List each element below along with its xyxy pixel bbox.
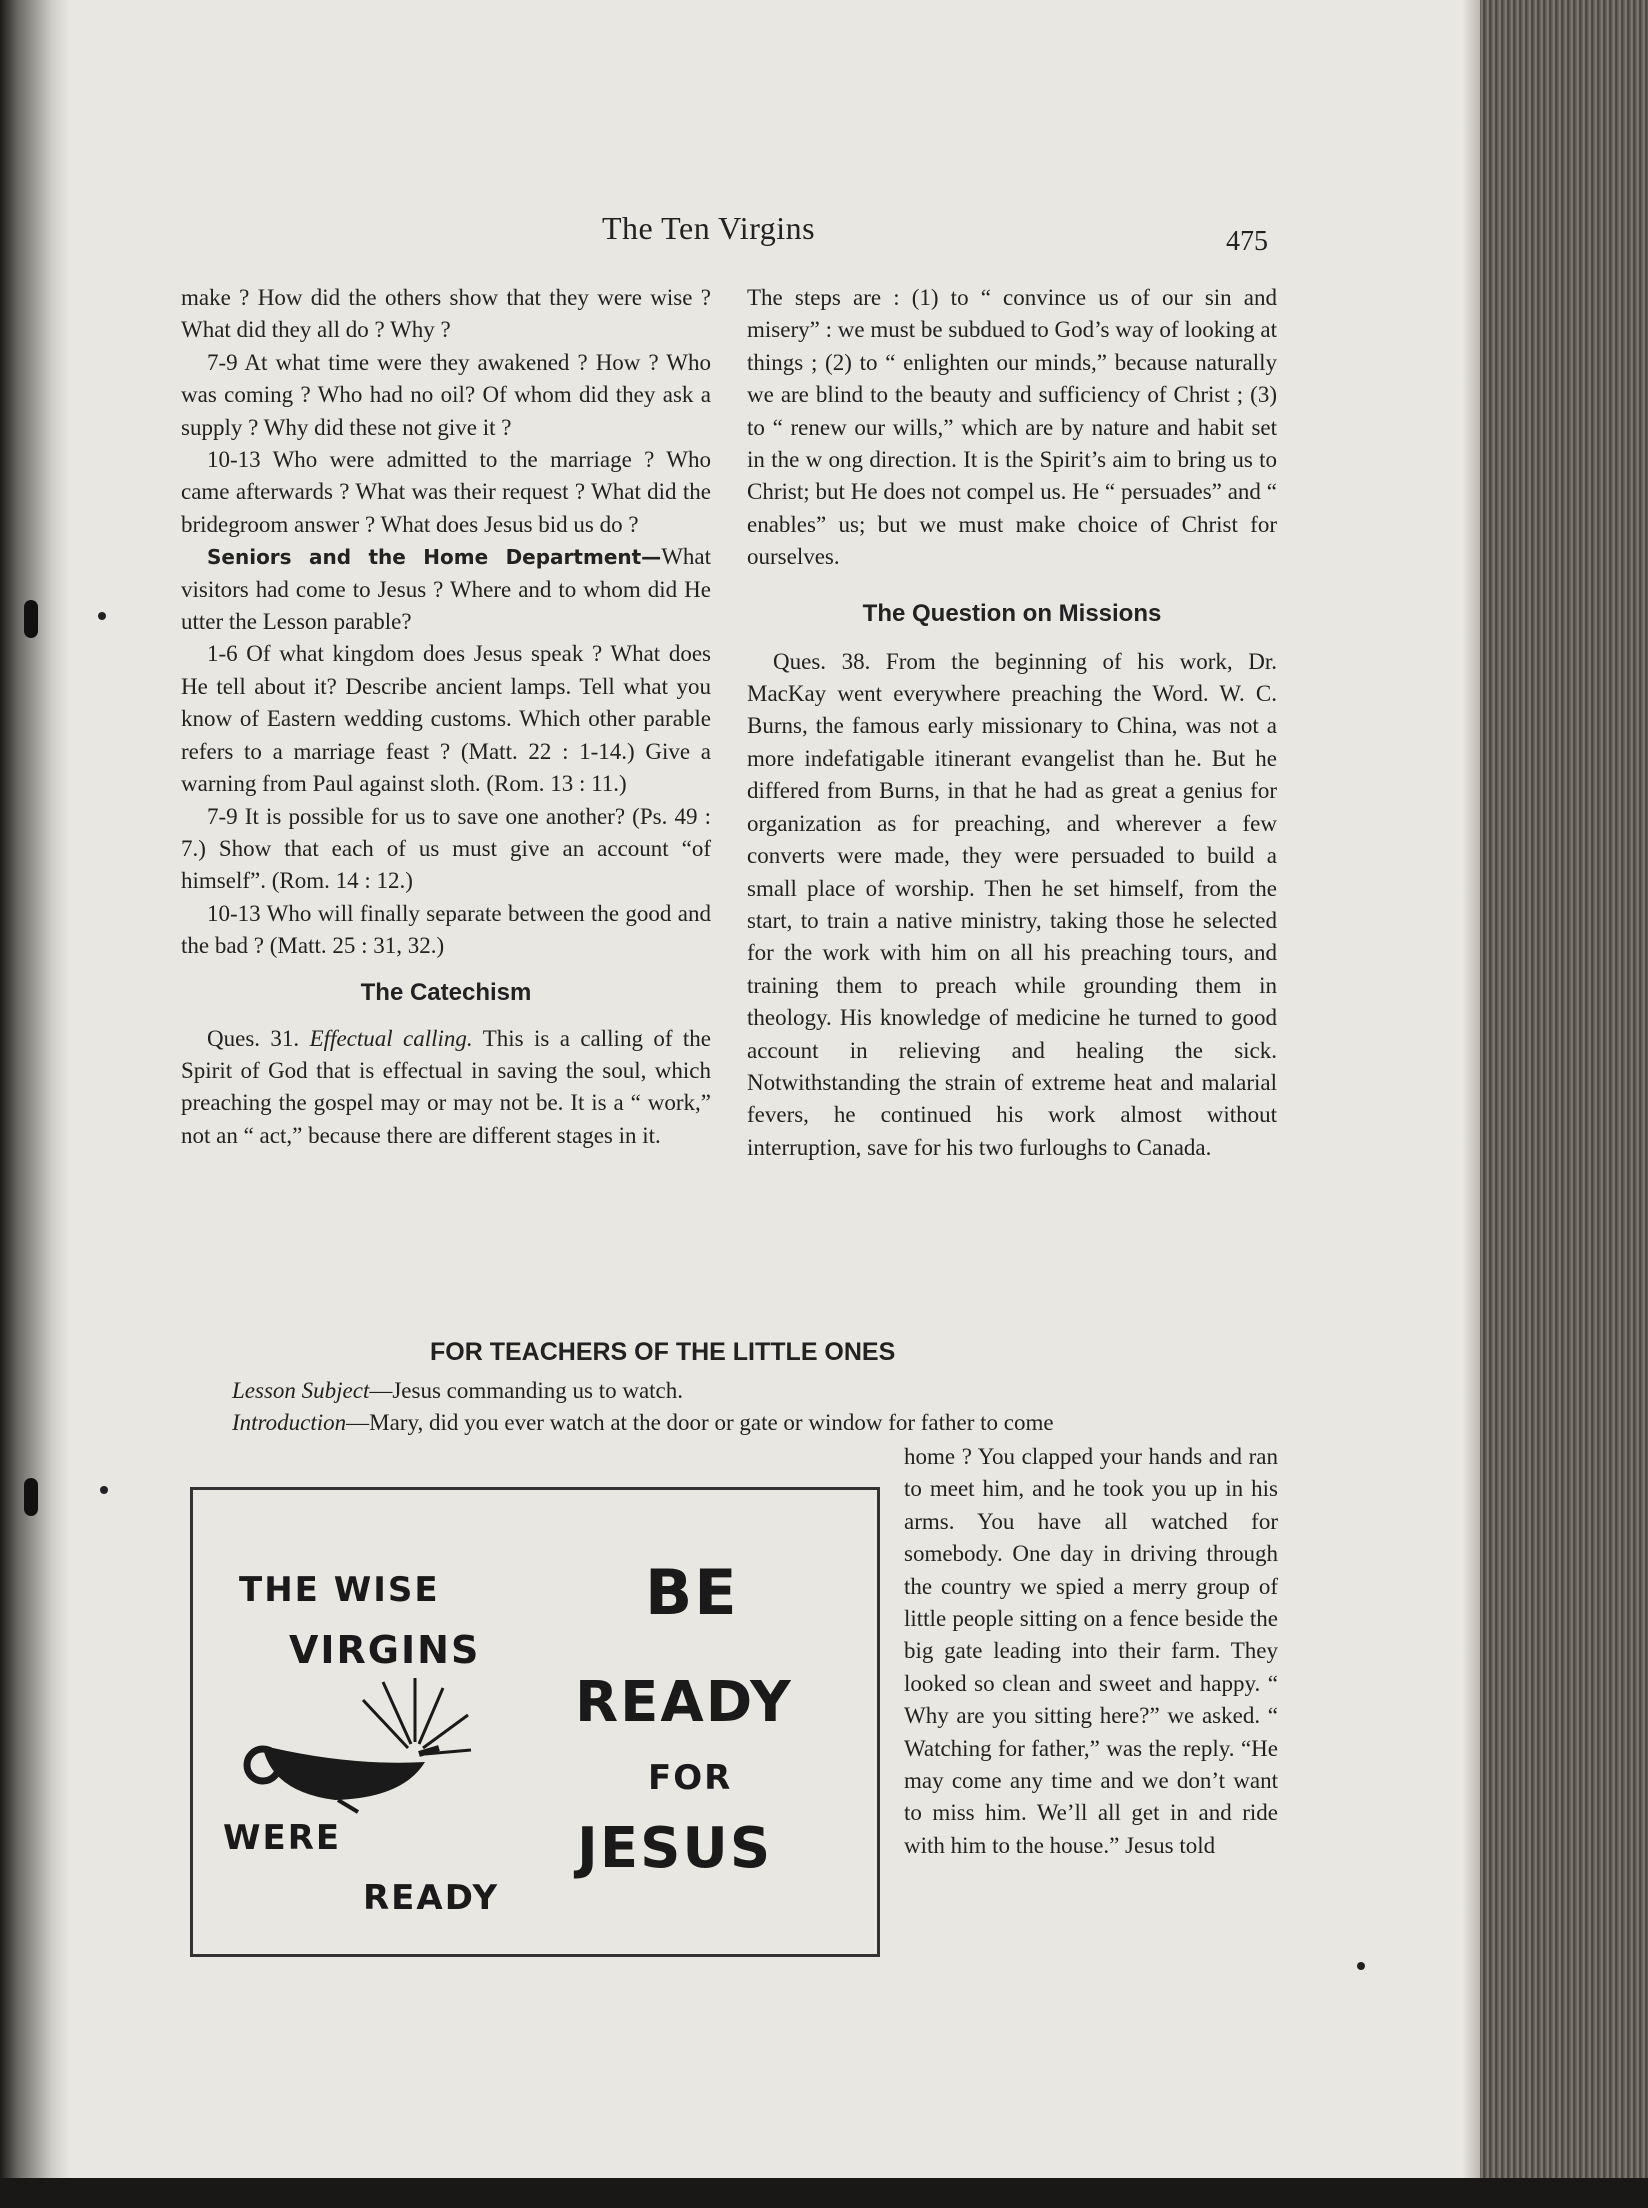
hand-lettering: FOR [648,1758,733,1798]
intro-text: —Mary, did you ever watch at the door or gate or window for father to come [346,1410,1054,1435]
paragraph: 7-9 It is possible for us to save one another? (Ps. 49 : 7.) Show that each of us must give an account “of himself”. (Rom. 14 : 12.) [181,803,711,894]
paragraph: 7-9 At what time were they awakened ? How ? Who was coming ? Who had no oil? Of whom did they ask a supply ? Why did these not give it ? [181,349,711,440]
paragraph: 10-13 Who were admitted to the marriage ? Who came afterwards ? What was their request ? What did the bridegroom answer ? What does Jesus bid us do ? [181,447,711,537]
page-number: 475 [1226,226,1268,257]
lesson-label: Lesson Subject [232,1378,370,1403]
question-number: Ques. 31. [207,1025,300,1051]
book-fore-edge [1480,0,1648,2208]
hand-lettering: JESUS [577,1816,773,1881]
paragraph-text: What visitors had come to Jesus ? Where and to whom did He utter the Lesson parable? [181,544,711,635]
left-column [181,282,711,1152]
question-topic: Effectual calling. [309,1025,473,1051]
running-head: The Ten Virgins [602,210,816,246]
paragraph: make ? How did the others show that they were wise ? What did they all do ? Why ? [181,285,711,343]
binding-hole [24,600,38,638]
hand-lettering: READY [575,1670,793,1735]
paragraph: 10-13 Who will finally separate between the good and the bad ? (Matt. 25 : 31, 32.) [181,900,711,959]
paragraph: 1-6 Of what kingdom does Jesus speak ? What does He tell about it? Describe ancient lamps. Tell what you know of Eastern wedding customs. Which other parable refers to a marriage feast ? (Matt. 22 : 1-14.) Give a warning from Paul against sloth. (Rom. 13 : 11.) [181,641,711,797]
lesson-text: —Jesus commanding us to watch. [369,1378,684,1403]
hand-lettering: READY [363,1878,500,1918]
binding-hole [24,1478,38,1516]
page-mark [1357,1962,1365,1970]
missions-heading: The Question on Missions [862,599,1162,627]
story-text [904,1441,1278,1862]
hand-lettering: THE WISE [239,1570,440,1610]
answer-text: This is a calling of the Spirit of God that is effectual in saving the soul, which preaching the gospel may or may not be. It is a “ work,” not an “ act,” because there are different stages in it. [181,1025,712,1148]
hand-lettering: WERE [223,1818,342,1858]
scan-bottom-edge [0,2178,1648,2208]
introduction [232,1410,1054,1436]
paragraph: Ques. 38. From the beginning of his work, Dr. MacKay went everywhere preaching the Word. W. C. Burns, the famous early missionary to China, was not a more indefatigable itinerant evangelist than he. But he differed from Burns, in that he had as great a genius for organization as for preaching, and wherever a few converts were made, they were persuaded to build a small place of worship. Then he set himself, from the start, to train a native ministry, taking those he selected for the work with him on all his preaching tours, and training them to preach while grounding them in theology. His knowledge of medicine he turned to good account in relieving and healing the sick. Notwithstanding the strain of extreme heat and malarial fevers, he continued his work almost without interruption, save for his two furloughs to Canada. [747,648,1277,1160]
intro-label: Introduction [232,1410,347,1435]
seniors-heading: Seniors and the Home Department— [207,545,662,570]
catechism-answer [181,1023,711,1153]
page-mark [100,1486,108,1494]
paragraph: home ? You clapped your hands and ran to meet him, and he took you up in his arms. You have all watched for somebody. One day in driving through the country we spied a merry group of little people sitting on a fence beside the big gate leading into their farm. They looked so clean and sweet and happy. “ Why are you sitting here?” we asked. “ Watching for father,” was the reply. “He may come any time and we don’t want to miss him. We’ll all get in and ride with him to the house.” Jesus told [904,1444,1278,1858]
paragraph: The steps are : (1) to “ convince us of our sin and misery” : we must be subdued to God’s way of looking at things ; (2) to “ enlighten our minds,” because naturally we are blind to the beauty and sufficiency of Christ ; (3) to “ renew our wills,” which are by nature and habit set in the w ong direction. It is the Spirit’s aim to bring us to Christ; but He does not compel us. He “ persuades” and “ enables” us; but we must make choice of Christ for ourselves. [747,285,1277,570]
page-mark [98,612,106,620]
lesson-subject [232,1378,683,1404]
blackboard-illustration [190,1487,880,1957]
teachers-section-title: FOR TEACHERS OF THE LITTLE ONES [430,1338,896,1366]
hand-lettering: VIRGINS [289,1628,481,1672]
catechism-heading: The Catechism [360,978,532,1006]
paragraph [181,541,711,638]
gutter-shadow [0,0,70,2208]
oil-lamp-icon [243,1670,503,1820]
hand-lettering: BE [645,1556,739,1629]
right-column [747,282,1277,1164]
